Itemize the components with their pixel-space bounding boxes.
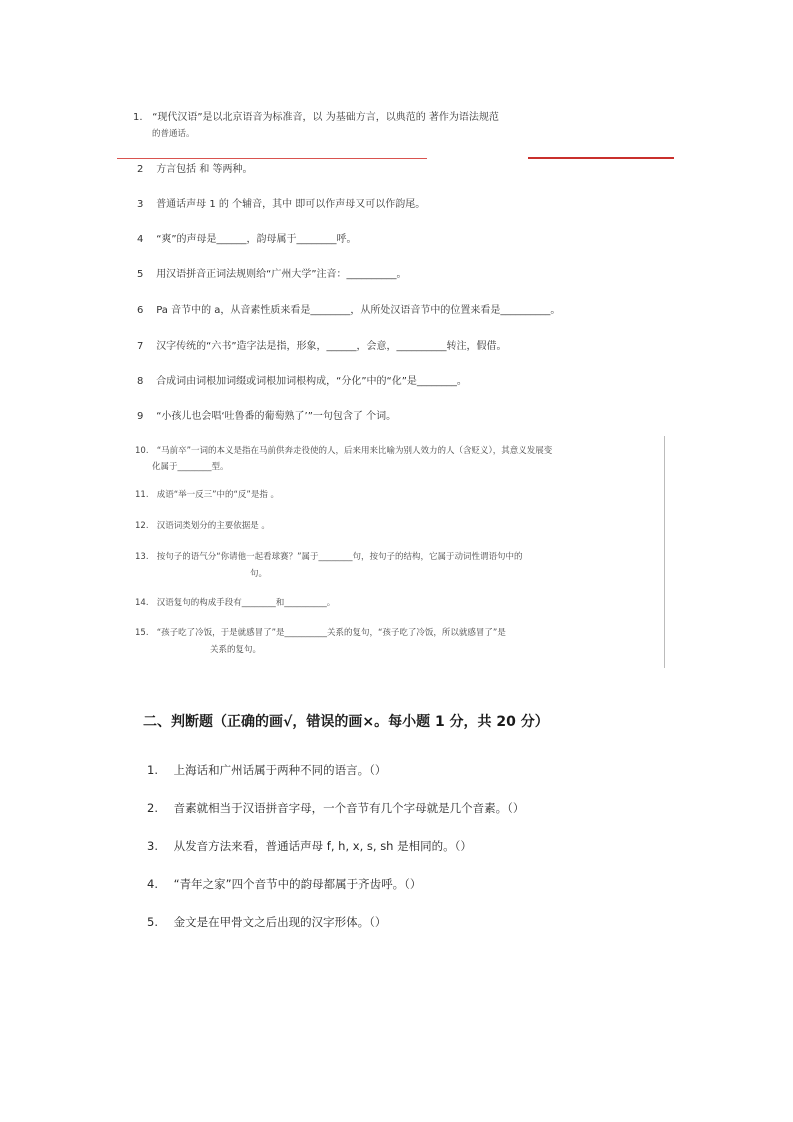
- question-13-continuation: 句。: [250, 569, 268, 579]
- item-text: 从发音方法来看，普通话声母 f, h, x, s, sh 是相同的。（）: [173, 839, 472, 853]
- question-text: “现代汉语”是以北京语音为标准音，以 为基础方言，以典范的 著作为语法规范: [152, 112, 499, 123]
- question-text: 汉字传统的“六书”造字法是指，形象，______，会意，__________转注，假借。: [156, 341, 507, 352]
- question-number: 6: [137, 305, 144, 316]
- judgment-item-1: [147, 762, 386, 778]
- question-14: [135, 597, 335, 610]
- question-15: [135, 627, 506, 640]
- question-number: 10.: [135, 446, 149, 456]
- scan-edge-line: [664, 436, 665, 668]
- question-10: [135, 445, 552, 458]
- question-13: [135, 551, 523, 564]
- item-text: “青年之家”四个音节中的韵母都属于齐齿呼。（）: [173, 877, 422, 891]
- question-number: 4: [137, 234, 144, 245]
- question-number: 11.: [135, 490, 149, 500]
- item-number: 2.: [147, 801, 158, 815]
- question-5: [137, 268, 407, 282]
- question-2: [137, 163, 253, 177]
- question-8: [137, 375, 467, 389]
- item-number: 4.: [147, 877, 158, 891]
- question-11: [135, 489, 279, 502]
- question-text: “马前卒”一词的本义是指在马前供奔走役使的人，后来用来比喻为别人效力的人（含贬义），其意义发展变: [156, 446, 553, 456]
- question-number: 12.: [135, 521, 149, 531]
- question-number: 5: [137, 269, 144, 280]
- question-6: [137, 304, 560, 318]
- question-number: 14.: [135, 598, 149, 608]
- question-text: 用汉语拼音正词法规则给“广州大学”注音：__________。: [156, 269, 407, 280]
- question-text: 合成词由词根加词缀或词根加词根构成，“分化”中的“化”是________。: [156, 376, 467, 387]
- question-number: 7: [137, 341, 144, 352]
- question-text: 普通话声母 1 的 个辅音，其中 即可以作声母又可以作韵尾。: [156, 199, 426, 210]
- question-15-continuation: 关系的复句。: [210, 645, 262, 655]
- question-10-continuation: 化属于________型。: [152, 462, 229, 472]
- question-number: 15.: [135, 628, 149, 638]
- question-text: “爽”的声母是______，韵母属于________呼。: [156, 234, 357, 245]
- item-text: 音素就相当于汉语拼音字母，一个音节有几个字母就是几个音素。（）: [173, 801, 525, 815]
- scan-red-line-right: [528, 157, 674, 159]
- question-7: [137, 340, 507, 354]
- question-3: [137, 198, 425, 212]
- question-number: 2: [137, 164, 144, 175]
- question-number: 8: [137, 376, 144, 387]
- question-text: 方言包括 和 等两种。: [156, 164, 253, 175]
- question-1: [133, 111, 499, 125]
- question-12: [135, 520, 270, 533]
- question-number: 3: [137, 199, 144, 210]
- question-text: 按句子的语气分“你请他一起看球赛？”属于________句，按句子的结构，它属于动词性谓语句中的: [156, 552, 523, 562]
- judgment-item-2: [147, 800, 524, 816]
- question-9: [137, 410, 396, 424]
- item-number: 5.: [147, 915, 158, 929]
- question-text: Pa 音节中的 a，从音素性质来看是________，从所处汉语音节中的位置来看是__________。: [156, 305, 561, 316]
- scan-red-line-left: [117, 158, 427, 159]
- judgment-item-5: [147, 914, 386, 930]
- item-number: 1.: [147, 763, 158, 777]
- question-text: “孩子吃了冷饭，于是就感冒了”是__________关系的复句，“孩子吃了冷饭，所以就感冒了”是: [156, 628, 506, 638]
- question-text: 成语“举一反三”中的“反”是指 。: [156, 490, 280, 500]
- question-number: 1.: [133, 112, 143, 123]
- question-text: 汉语复句的构成手段有________和__________。: [156, 598, 336, 608]
- question-text: 汉语词类划分的主要依据是 。: [156, 521, 270, 531]
- item-text: 金文是在甲骨文之后出现的汉字形体。（）: [173, 915, 387, 929]
- item-number: 3.: [147, 839, 158, 853]
- judgment-item-3: [147, 838, 472, 854]
- question-number: 9: [137, 411, 144, 422]
- question-1-continuation: 的普通话。: [152, 129, 195, 139]
- question-number: 13.: [135, 552, 149, 562]
- question-text: “小孩儿也会唱‘吐鲁番的葡萄熟了’”一句包含了 个词。: [156, 411, 397, 422]
- judgment-item-4: [147, 876, 421, 892]
- section-two-heading: 二、判断题（正确的画√，错误的画×。每小题 1 分，共 20 分）: [143, 714, 549, 730]
- item-text: 上海话和广州话属于两种不同的语言。（）: [173, 763, 387, 777]
- question-4: [137, 233, 357, 247]
